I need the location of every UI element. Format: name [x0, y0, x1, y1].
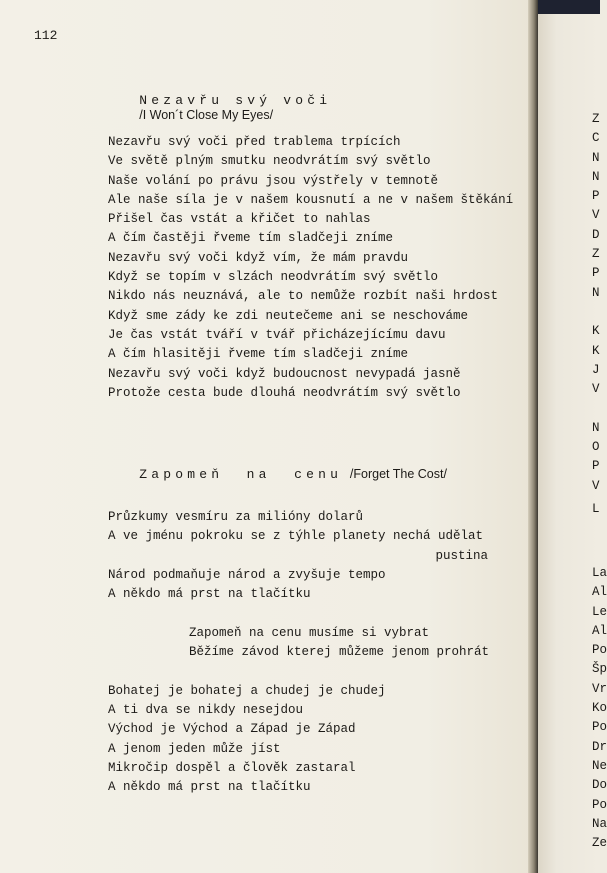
- lyric-line: Nezavřu svý voči když budoucnost nevypadá jasně: [108, 366, 461, 381]
- next-page-letter: K: [592, 324, 600, 339]
- lyric-line: Naše volání po právu jsou výstřely v temnotě: [108, 173, 439, 188]
- song-1-lyrics: [108, 133, 513, 403]
- lyric-line: Protože cesta bude dlouhá neodvrátím svý světlo: [108, 385, 461, 400]
- lyric-line: A ti dva se nikdy nesejdou: [108, 702, 304, 717]
- lyric-line: Národ podmaňuje národ a zvyšuje tempo: [108, 567, 386, 582]
- song-2-lyrics: [108, 508, 489, 797]
- next-page-letter: [592, 399, 600, 418]
- next-page-letter: K: [592, 343, 600, 358]
- next-page-letter: V: [592, 478, 600, 493]
- next-page-letter: Šp: [592, 662, 607, 677]
- next-page-letter: P: [592, 189, 600, 204]
- lyric-line: Bohatej je bohatej a chudej je chudej: [108, 683, 386, 698]
- lyric-line: Nikdo nás neuznává, ale to nemůže rozbít naši hrdost: [108, 289, 499, 304]
- next-page-letter: N: [592, 285, 600, 300]
- next-page-letter: N: [592, 420, 600, 435]
- next-page-letter: Al: [592, 585, 607, 600]
- next-page-letter: P: [592, 266, 600, 281]
- chorus-line: Běžíme závod kterej můžeme jenom prohrát: [189, 645, 490, 660]
- next-page-letter: Vr: [592, 681, 607, 696]
- lyric-line: A čím hlasitěji řveme tím sladčeji zníme: [108, 347, 409, 362]
- next-page-letter: Ko: [592, 701, 607, 716]
- next-page-letter: O: [592, 440, 600, 455]
- lyric-line: Východ je Východ a Západ je Západ: [108, 722, 356, 737]
- next-page-letter: N: [592, 150, 600, 165]
- book-gutter: [528, 0, 538, 873]
- blank-line: [108, 604, 489, 623]
- next-page-letter: Ze: [592, 836, 607, 851]
- next-page-letter: La: [592, 566, 607, 580]
- lyric-line: Když sme zády ke zdi neutečeme ani se neschováme: [108, 308, 469, 323]
- next-page-letter: Na: [592, 816, 607, 831]
- song-title-2: [108, 452, 447, 497]
- song-title-2-english: /Forget The Cost/: [349, 467, 447, 481]
- next-page-letter: [592, 303, 600, 322]
- lyric-line: Nezavřu svý voči před trablema trpících: [108, 135, 401, 149]
- blank-line: [108, 662, 489, 681]
- next-page-letter: Do: [592, 778, 607, 793]
- next-page-letter: Ne: [592, 758, 607, 773]
- lyric-line: A jenom jeden může jíst: [108, 741, 281, 756]
- song-title-1-czech: Nezavřu svý voči: [139, 93, 332, 108]
- lyric-line: Mikročip dospěl a člověk zastaral: [108, 760, 356, 775]
- book-page-right-edge: [538, 0, 607, 873]
- lyric-line: A ve jménu pokroku se z týhle planety nechá udělat: [108, 529, 484, 544]
- next-page-letter: Po: [592, 643, 607, 658]
- next-page-letter: Po: [592, 797, 607, 812]
- lyric-line: A někdo má prst na tlačítku: [108, 587, 311, 602]
- lyric-line: Nezavřu svý voči když vím, že mám pravdu: [108, 250, 409, 265]
- lyric-line: Když se topím v slzách neodvrátím svý světlo: [108, 270, 439, 285]
- next-page-letter: Z: [592, 247, 600, 262]
- next-page-letter: J: [592, 362, 600, 377]
- next-page-letter: C: [592, 131, 600, 146]
- next-page-letters-bottom: [592, 564, 607, 853]
- next-page-letter: Le: [592, 604, 607, 619]
- next-page-letter: V: [592, 382, 600, 397]
- song-title-2-czech-word1: Zapomeň: [139, 467, 224, 482]
- lyric-line: A čím častěji řveme tím sladčeji zníme: [108, 231, 394, 246]
- next-page-letter: P: [592, 459, 600, 474]
- lyric-line: Ve světě plným smutku neodvrátím svý světlo: [108, 154, 431, 169]
- lyric-line-continuation: pustina: [435, 548, 488, 563]
- next-page-letters-top: [592, 110, 600, 496]
- song-title-2-czech-word2: na: [246, 467, 271, 482]
- lyric-line: Je čas vstát tváří v tvář přicházejícímu davu: [108, 327, 446, 342]
- lyric-line: Ale naše síla je v našem kousnutí a ne v našem štěkání: [108, 192, 514, 207]
- next-page-letter: N: [592, 169, 600, 184]
- lyric-line: Přišel čas vstát a křičet to nahlas: [108, 212, 371, 227]
- background-edge: [538, 0, 600, 14]
- next-page-letters-mid: [592, 500, 600, 519]
- song-title-1-english: /I Won´t Close My Eyes/: [139, 108, 274, 122]
- next-page-letter: Dr: [592, 739, 607, 754]
- page-number: 112: [34, 28, 58, 43]
- lyric-line: Průzkumy vesmíru za milióny dolarů: [108, 510, 364, 524]
- next-page-letter: Z: [592, 112, 600, 126]
- next-page-letter: V: [592, 208, 600, 223]
- next-page-letter: Po: [592, 720, 607, 735]
- chorus-line: Zapomeň na cenu musíme si vybrat: [189, 625, 430, 640]
- song-title-1: [108, 78, 331, 138]
- lyric-line: A někdo má prst na tlačítku: [108, 780, 311, 795]
- song-title-2-czech-word3: cenu: [294, 467, 343, 482]
- next-page-letter: Al: [592, 623, 607, 638]
- next-page-letter: D: [592, 227, 600, 242]
- next-page-letter: L: [592, 502, 600, 516]
